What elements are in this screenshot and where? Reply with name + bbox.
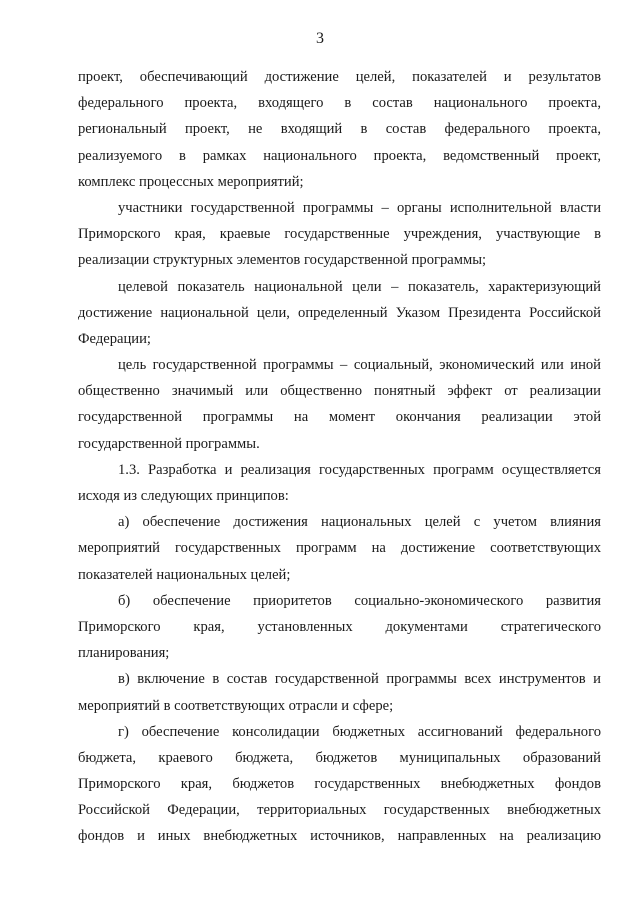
text-line: государственной программы. — [78, 435, 260, 452]
document-body — [78, 64, 601, 850]
text-line: Приморского края, установленных документами стратегического — [78, 618, 601, 635]
text-line: общественно значимый или общественно понятный эффект от реализации — [78, 383, 601, 400]
text-line: Приморского края, бюджетов государственных внебюджетных фондов — [78, 776, 601, 793]
text-line: реализуемого в рамках национального проекта, ведомственный проект, — [78, 147, 601, 164]
text-line: Федерации; — [78, 330, 151, 347]
text-line: бюджета, краевого бюджета, бюджетов муниципальных образований — [78, 749, 601, 766]
text-line: государственной программы на момент окончания реализации этой — [78, 409, 601, 426]
text-line: в) включение в состав государственной программы всех инструментов и — [118, 671, 601, 688]
text-line: г) обеспечение консолидации бюджетных ассигнований федерального — [118, 723, 601, 740]
text-line: мероприятий государственных программ на достижение соответствующих — [78, 540, 601, 557]
text-line: участники государственной программы – органы исполнительной власти — [118, 199, 601, 216]
text-line: достижение национальной цели, определенный Указом Президента Российской — [78, 304, 601, 321]
text-line: 1.3. Разработка и реализация государственных программ осуществляется — [118, 461, 601, 478]
text-line: Приморского края, краевые государственные учреждения, участвующие в — [78, 226, 601, 243]
text-line: региональный проект, не входящий в состав федерального проекта, — [78, 121, 601, 138]
text-line: исходя из следующих принципов: — [78, 488, 289, 504]
text-line: реализации структурных элементов государственной программы; — [78, 252, 487, 269]
page-number: 3 — [316, 30, 324, 47]
text-line: Российской Федерации, территориальных государственных внебюджетных — [78, 802, 601, 819]
text-line: фондов и иных внебюджетных источников, направленных на реализацию — [78, 828, 601, 845]
text-line: цель государственной программы – социальный, экономический или иной — [118, 357, 601, 374]
text-line: планирования; — [78, 645, 170, 662]
text-line: показателей национальных целей; — [78, 566, 291, 583]
text-line: целевой показатель национальной цели – показатель, характеризующий — [118, 278, 601, 295]
text-line: б) обеспечение приоритетов социально-экономического развития — [118, 592, 601, 609]
text-line: а) обеспечение достижения национальных целей с учетом влияния — [118, 514, 601, 531]
text-line: федерального проекта, входящего в состав национального проекта, — [78, 95, 601, 112]
text-line: проект, обеспечивающий достижение целей, показателей и результатов — [78, 69, 601, 85]
text-line: мероприятий в соответствующих отрасли и сфере; — [78, 697, 394, 714]
text-line: комплекс процессных мероприятий; — [78, 173, 304, 190]
